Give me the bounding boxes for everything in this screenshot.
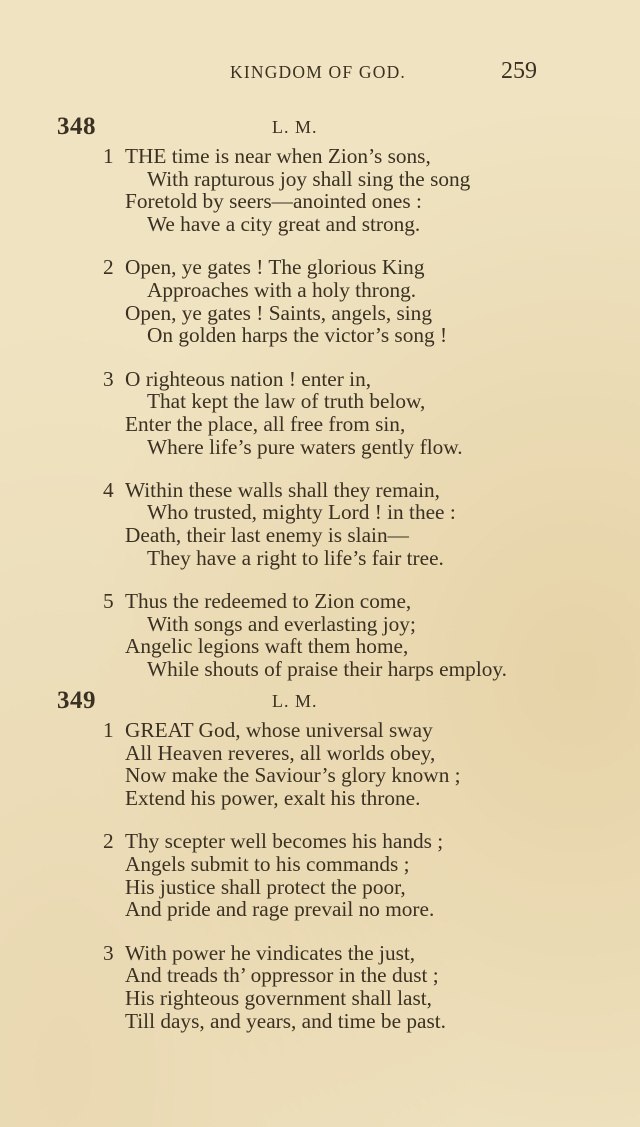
verse-line [0,1010,461,1033]
verse [0,942,461,1033]
line-text: Angels submit to his commands ; [125,851,410,876]
verse-line [0,279,507,302]
verse-line [0,830,461,853]
verse-line [0,190,507,213]
verse-number: 1 [103,144,114,168]
line-text: Approaches with a holy throng. [147,277,417,302]
verse-line [0,742,461,765]
line-text: Enter the place, all free from sin, [125,411,406,436]
verse-line [0,853,461,876]
verse-number: 1 [103,718,114,742]
verses [0,719,461,1053]
verse-line [0,764,461,787]
hymn-meter: L. M. [272,691,318,711]
line-text: Foretold by seers—anointed ones : [125,189,422,214]
verse-number: 5 [103,589,114,613]
line-text: And treads th’ oppressor in the dust ; [125,963,439,988]
line-text: We have a city great and strong. [147,212,421,237]
verse-line [0,501,507,524]
verse-line [0,368,507,391]
hymn-meter: L. M. [272,117,318,137]
verse-line [0,436,507,459]
verse-line [0,942,461,965]
line-text: His justice shall protect the poor, [125,874,406,899]
line-text: Thy scepter well becomes his hands ; [125,829,444,854]
verse-line [0,524,507,547]
line-text: That kept the law of truth below, [147,389,426,414]
verse-line [0,658,507,681]
line-text: All Heaven reveres, all worlds obey, [125,740,436,765]
line-text: While shouts of praise their harps employ. [147,657,507,682]
line-text: Extend his power, exalt his throne. [125,786,421,811]
verses [0,145,507,701]
verse-line [0,479,507,502]
line-text: On golden harps the victor’s song ! [147,323,448,348]
verse-number: 3 [103,940,114,965]
running-title: KINGDOM OF GOD. [230,62,406,82]
verse-line [0,898,461,921]
line-text: Now make the Saviour’s glory known ; [125,763,461,788]
verse [0,830,461,921]
verse-line [0,168,507,191]
line-text: With songs and everlasting joy; [147,611,416,636]
verse-number: 4 [103,477,114,502]
line-text: With rapturous joy shall sing the song [147,166,471,191]
line-text: GREAT God, whose universal sway [125,718,433,742]
line-text: Open, ye gates ! Saints, angels, sing [125,300,432,325]
line-text: THE time is near when Zion’s sons, [125,144,431,168]
verse-line [0,719,461,742]
verse-line [0,390,507,413]
verse-line [0,213,507,236]
hymn-number: 348 [57,113,96,140]
verse-line [0,413,507,436]
line-text: And pride and rage prevail no more. [125,897,435,922]
verse-line [0,987,461,1010]
line-text: Within these walls shall they remain, [125,477,440,502]
verse [0,145,507,236]
verse [0,368,507,459]
line-text: Open, ye gates ! The glorious King [125,255,425,280]
page-number: 259 [501,58,537,84]
line-text: Where life’s pure waters gently flow. [147,434,463,459]
line-text: Thus the redeemed to Zion come, [125,589,412,613]
verse-line [0,590,507,613]
verse-line [0,613,507,636]
verse [0,719,461,810]
line-text: They have a right to life’s fair tree. [147,545,444,570]
verse-line [0,324,507,347]
line-text: His righteous government shall last, [125,985,432,1010]
verse [0,256,507,347]
verse-line [0,876,461,899]
hymn-number: 349 [57,687,96,714]
line-text: Who trusted, mighty Lord ! in thee : [147,500,456,525]
line-text: Angelic legions waft them home, [125,634,409,659]
verse-number: 2 [103,255,114,280]
line-text: Death, their last enemy is slain— [125,523,409,548]
verse-line [0,787,461,810]
line-text: With power he vindicates the just, [125,940,416,965]
verse-number: 2 [103,829,114,854]
line-text: O righteous nation ! enter in, [125,366,372,391]
verse-line [0,635,507,658]
verse-number: 3 [103,366,114,391]
verse-line [0,547,507,570]
verse-line [0,145,507,168]
verse [0,590,507,681]
verse [0,479,507,570]
verse-line [0,256,507,279]
verse-line [0,964,461,987]
line-text: Till days, and years, and time be past. [125,1008,446,1033]
verse-line [0,302,507,325]
